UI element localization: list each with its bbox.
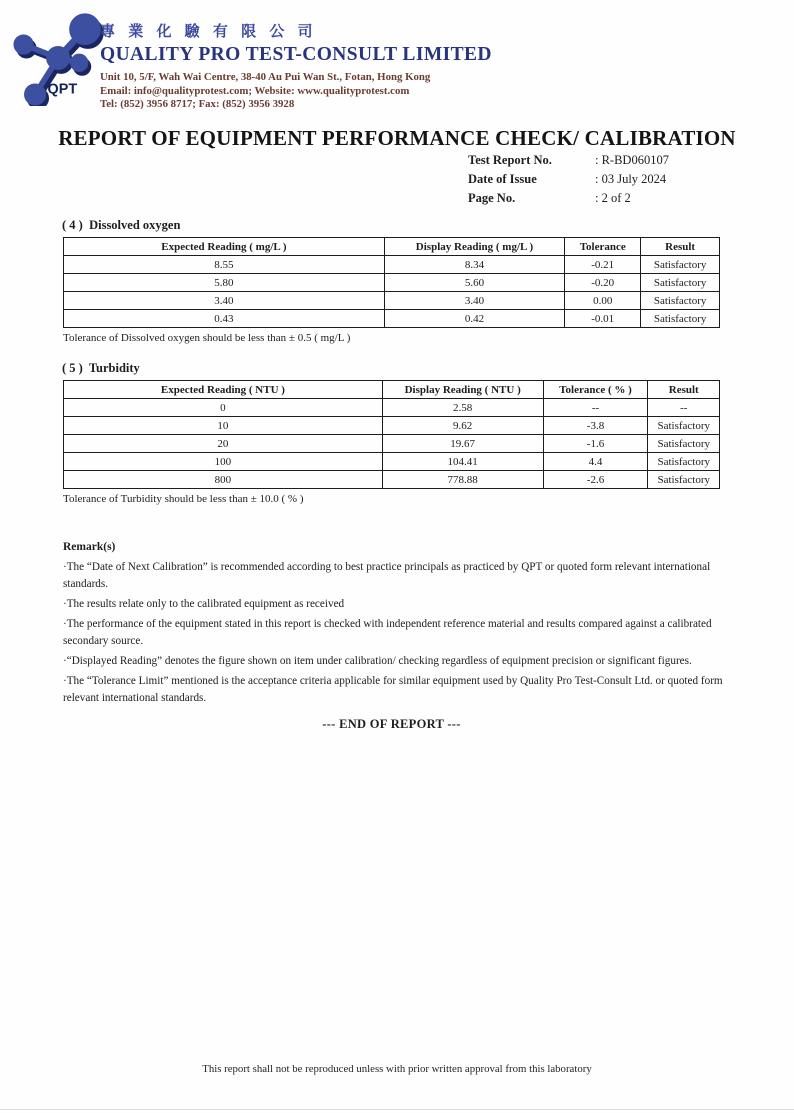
table-header-cell: Expected Reading ( NTU ): [64, 381, 383, 399]
table-row: [64, 310, 720, 328]
table-header-cell: Result: [641, 238, 720, 256]
meta-row-report-no: [468, 151, 669, 170]
table-cell: Satisfactory: [648, 435, 720, 453]
table-header-cell: Display Reading ( mg/L ): [384, 238, 564, 256]
table-cell: 10: [64, 417, 383, 435]
table-row: [64, 453, 720, 471]
table-cell: Satisfactory: [641, 292, 720, 310]
table-cell: -0.21: [565, 256, 641, 274]
meta-label: Page No.: [468, 191, 516, 205]
table-cell: 104.41: [382, 453, 543, 471]
page-bottom-edge: [0, 1109, 794, 1110]
table-cell: 3.40: [64, 292, 385, 310]
table-cell: Satisfactory: [648, 471, 720, 489]
table-header-cell: Tolerance: [565, 238, 641, 256]
table-cell: 9.62: [382, 417, 543, 435]
tolerance-note: Tolerance of Turbidity should be less than ± 10.0 ( % ): [63, 493, 304, 505]
section-turbidity: [63, 361, 720, 506]
company-header: [100, 20, 660, 112]
table-cell: Satisfactory: [641, 274, 720, 292]
section-heading: ( 4 ) Dissolved oxygen: [62, 218, 181, 232]
table-cell: 5.80: [64, 274, 385, 292]
table-cell: 19.67: [382, 435, 543, 453]
table-row: [64, 471, 720, 489]
table-cell: 8.34: [384, 256, 564, 274]
company-logo: [8, 10, 114, 108]
table-cell: 4.4: [543, 453, 648, 471]
table-row: [64, 256, 720, 274]
meta-label: Test Report No.: [468, 153, 552, 167]
table-cell: 5.60: [384, 274, 564, 292]
table-cell: Satisfactory: [641, 256, 720, 274]
table-cell: Satisfactory: [648, 453, 720, 471]
table-cell: 800: [64, 471, 383, 489]
table-cell: -0.01: [565, 310, 641, 328]
meta-value: : R-BD060107: [595, 153, 669, 167]
remark-item: ·The “Tolerance Limit” mentioned is the acceptance criteria applicable for similar equipment used by Quality Pro Test-Consult Ltd. or quoted form relevant international standards.: [63, 675, 723, 704]
meta-label: Date of Issue: [468, 172, 537, 186]
table-cell: 0.43: [64, 310, 385, 328]
report-body: [62, 218, 723, 732]
table-cell: Satisfactory: [648, 417, 720, 435]
tolerance-note: Tolerance of Dissolved oxygen should be less than ± 0.5 ( mg/L ): [63, 332, 351, 344]
meta-row-date-of-issue: [468, 170, 669, 189]
table-cell: --: [648, 399, 720, 417]
turbidity-table: [63, 380, 720, 489]
section-heading: ( 5 ) Turbidity: [62, 361, 140, 375]
table-header-cell: Result: [648, 381, 720, 399]
table-row: [64, 435, 720, 453]
table-header-row: [64, 381, 720, 399]
logo-qpt-text: QPT: [47, 81, 78, 98]
table-cell: 0.42: [384, 310, 564, 328]
table-row: [64, 417, 720, 435]
table-cell: 0: [64, 399, 383, 417]
table-row: [64, 292, 720, 310]
company-address: Unit 10, 5/F, Wah Wai Centre, 38-40 Au Pui Wan St., Fotan, Hong Kong: [100, 71, 431, 83]
remarks-heading: Remark(s): [63, 541, 116, 553]
table-cell: --: [543, 399, 648, 417]
table-cell: -0.20: [565, 274, 641, 292]
end-of-report: --- END OF REPORT ---: [322, 717, 461, 731]
remark-item: ·The “Date of Next Calibration” is recommended according to best practice principals as practiced by QPT or quoted form relevant international standards.: [63, 561, 711, 590]
table-cell: 778.88: [382, 471, 543, 489]
company-tel-fax: Tel: (852) 3956 8717; Fax: (852) 3956 3928: [100, 98, 295, 110]
company-email-website: Email: info@qualityprotest.com; Website: www.qualityprotest.com: [100, 84, 410, 97]
meta-value: : 03 July 2024: [595, 172, 667, 186]
table-header-cell: Tolerance ( % ): [543, 381, 648, 399]
remark-item: ·The results relate only to the calibrated equipment as received: [63, 598, 345, 610]
table-header-row: [64, 238, 720, 256]
table-header-cell: Expected Reading ( mg/L ): [64, 238, 385, 256]
section-dissolved-oxygen: [63, 218, 720, 345]
molecule-logo-icon: [8, 10, 114, 106]
remarks-list: [63, 559, 729, 707]
table-cell: 20: [64, 435, 383, 453]
table-cell: 3.40: [384, 292, 564, 310]
report-meta: [468, 151, 669, 208]
table-cell: 0.00: [565, 292, 641, 310]
company-name-zh: 專 業 化 驗 有 限 公 司: [100, 22, 317, 40]
table-row: [64, 274, 720, 292]
footer-note: This report shall not be reproduced unless with prior written approval from this laboratory: [202, 1063, 592, 1075]
dissolved-oxygen-table: [63, 237, 720, 328]
table-cell: -1.6: [543, 435, 648, 453]
company-name-en: QUALITY PRO TEST-CONSULT LIMITED: [100, 44, 492, 65]
table-row: [64, 399, 720, 417]
remark-item: ·“Displayed Reading” denotes the figure shown on item under calibration/ checking regardless of equipment precision or significant figures.: [63, 655, 692, 667]
table-cell: -2.6: [543, 471, 648, 489]
remark-item: ·The performance of the equipment stated in this report is checked with independent reference material and results compared against a calibrated secondary source.: [63, 618, 712, 647]
meta-value: : 2 of 2: [595, 191, 631, 205]
table-cell: Satisfactory: [641, 310, 720, 328]
meta-row-page-no: [468, 189, 669, 208]
table-cell: 8.55: [64, 256, 385, 274]
company-contact-block: [100, 71, 660, 112]
remarks-section: [63, 540, 729, 707]
table-cell: -3.8: [543, 417, 648, 435]
report-title: REPORT OF EQUIPMENT PERFORMANCE CHECK/ CALIBRATION: [58, 126, 736, 150]
table-header-cell: Display Reading ( NTU ): [382, 381, 543, 399]
table-cell: 2.58: [382, 399, 543, 417]
table-cell: 100: [64, 453, 383, 471]
